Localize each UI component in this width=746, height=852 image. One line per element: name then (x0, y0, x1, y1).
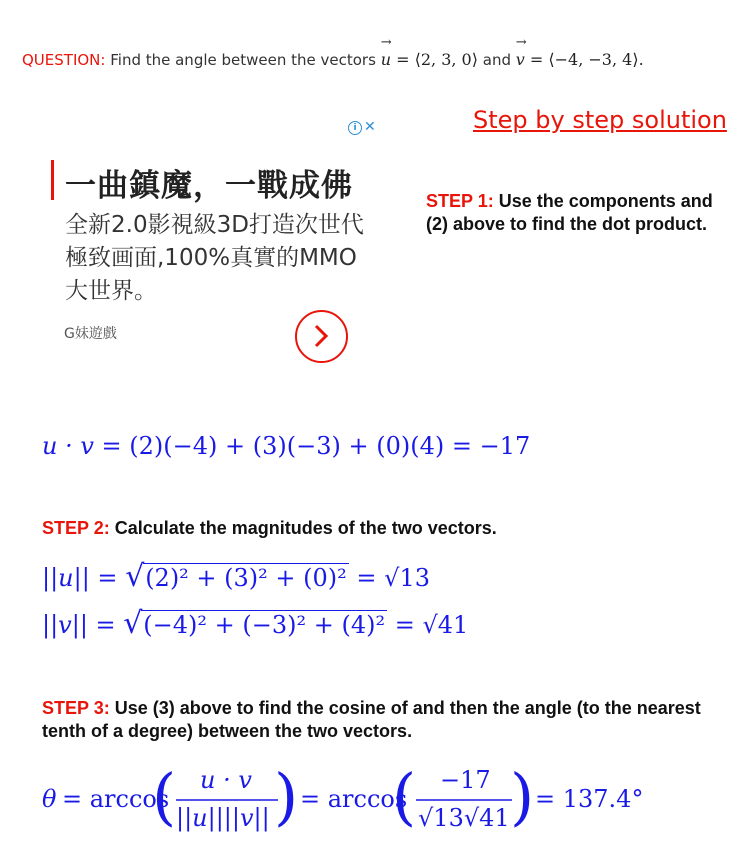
chevron-right-icon (311, 324, 331, 348)
question-line (22, 50, 644, 69)
step-by-step-solution-link[interactable]: Step by step solution (473, 106, 727, 134)
arccos-1: = arccos (62, 785, 170, 813)
step-1-text: Use the components and (2) above to find the dot product. (426, 191, 713, 234)
dot-product-equation (42, 432, 530, 460)
step-1-label: STEP 1: (426, 191, 494, 211)
fraction-2-numerator: −17 (440, 766, 491, 794)
magnitude-v-equation: ||v|| = √ (−4)² + (−3)² + (4)² = √41 (42, 606, 469, 641)
question-text: Find the angle between the vectors (110, 51, 376, 69)
ad-description[interactable]: 全新2.0影視級3D打造次世代極致画面,100%真實的MMO大世界。 (65, 212, 364, 304)
magnitude-v-result: = √41 (394, 611, 469, 639)
info-icon[interactable]: i (348, 121, 362, 135)
vector-u-value: = ⟨2, 3, 0⟩ (396, 50, 478, 69)
paren-close-1: ) (274, 760, 299, 833)
step-2-text: Calculate the magnitudes of the two vectors. (114, 518, 497, 538)
magnitude-u-radicand: (2)² + (3)² + (0)² (145, 564, 347, 592)
angle-result: = 137.4° (535, 785, 644, 813)
angle-equation (42, 760, 742, 840)
ad-title[interactable]: 一曲鎮魔，一戰成佛 (65, 168, 353, 204)
step-3 (42, 697, 722, 743)
ad-choices[interactable] (348, 121, 378, 135)
step-2-label: STEP 2: (42, 518, 110, 538)
fraction-1-denominator: ||u||||v|| (176, 804, 270, 832)
magnitude-u-lhs: ||u|| = (42, 564, 118, 592)
vector-v-value: = ⟨−4, −3, 4⟩. (529, 50, 644, 69)
step-3-label: STEP 3: (42, 698, 110, 718)
theta-symbol: θ (42, 785, 57, 813)
fraction-1-numerator: u · v (200, 766, 252, 794)
paren-open-2: ( (392, 760, 417, 833)
magnitude-v-lhs: ||v|| = (42, 611, 116, 639)
ad-accent-bar (51, 160, 54, 200)
ad-source[interactable]: G妹遊戲 (64, 326, 117, 342)
dot-product-lhs: u · v (42, 432, 94, 460)
magnitude-v-radicand: (−4)² + (−3)² + (4)² (143, 611, 386, 639)
arccos-2: = arccos (300, 785, 408, 813)
close-icon[interactable]: ✕ (364, 119, 376, 135)
question-label: QUESTION: (22, 51, 106, 69)
magnitude-u-result: = √13 (356, 564, 430, 592)
step-1 (426, 190, 726, 236)
step-2 (42, 517, 497, 540)
ad-open-button[interactable] (295, 310, 348, 363)
fraction-2-denominator: √13√41 (418, 804, 510, 832)
vector-v-symbol: → v (516, 50, 525, 69)
magnitude-u-equation: ||u|| = √ (2)² + (3)² + (0)² = √13 (42, 559, 430, 594)
dot-product-rhs: = (2)(−4) + (3)(−3) + (0)(4) = −17 (101, 432, 531, 460)
question-conj: and (482, 51, 511, 69)
paren-open-1: ( (152, 760, 177, 833)
paren-close-2: ) (510, 760, 535, 833)
vector-u-symbol: → u (381, 50, 391, 69)
step-3-text: Use (3) above to find the cosine of and then the angle (to the nearest tenth of a degree) between the two vectors. (42, 698, 701, 741)
